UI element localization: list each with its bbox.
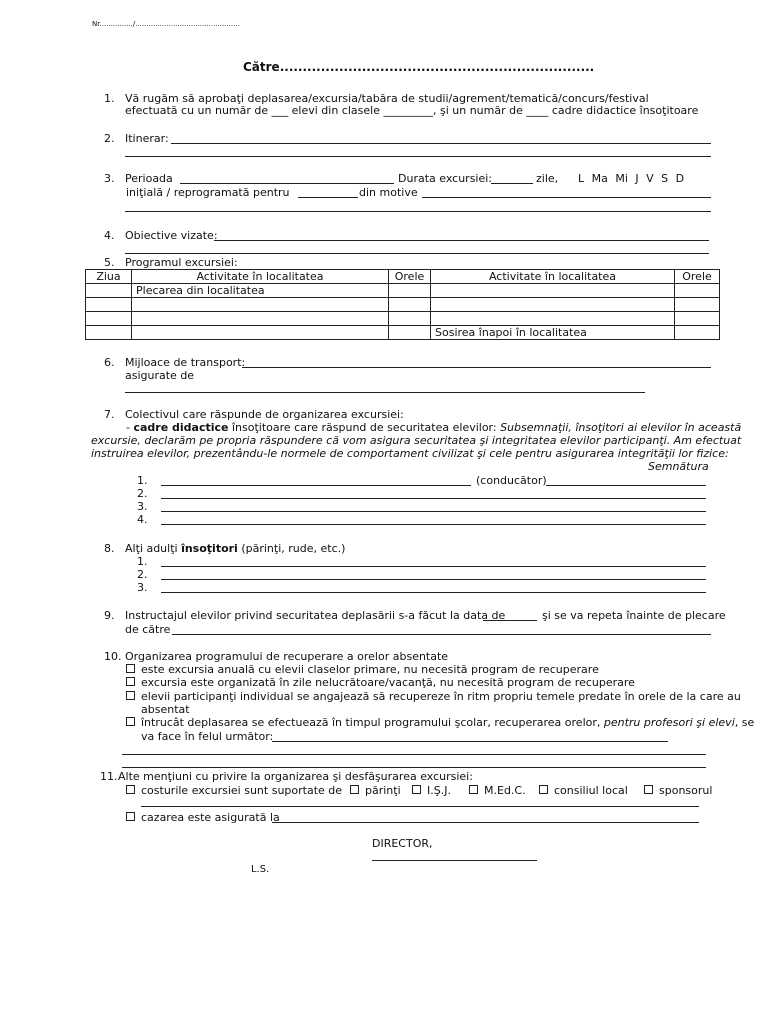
costs-text: costurile excursiei sunt suportate de: [141, 784, 343, 797]
initial-rescheduled-label: iniţială / reprogramată pentru: [126, 186, 290, 199]
item-5-number: 5.: [104, 256, 115, 269]
table-cell[interactable]: [132, 326, 389, 340]
option-text-end: , se: [734, 716, 755, 729]
reasons-field[interactable]: [422, 197, 711, 198]
table-cell[interactable]: Plecarea din localitatea: [132, 284, 389, 298]
duration-label: Durata excursiei:: [398, 172, 493, 185]
statement-italic-2: excursie, declarăm pe propria răspundere că vom asigura securitatea şi integritatea elevilor participanţi. Am efectuat: [91, 434, 742, 447]
table-row: [86, 284, 720, 298]
teacher-list-number: 1.: [137, 474, 148, 487]
table-cell[interactable]: [389, 326, 431, 340]
checkbox-icon[interactable]: [469, 785, 478, 794]
weekdays[interactable]: L Ma Mi J V S D: [578, 172, 685, 185]
days-suffix: zile,: [536, 172, 559, 185]
statement-italic-1: Subsemnaţii, însoţitori ai elevilor în această: [500, 421, 742, 434]
checkbox-icon[interactable]: [126, 812, 135, 821]
payer-isj[interactable]: [412, 784, 451, 797]
adult-list-number: 2.: [137, 568, 148, 581]
table-cell[interactable]: [86, 326, 132, 340]
item-3-number: 3.: [104, 172, 115, 185]
teacher-name-field-1[interactable]: [161, 485, 471, 486]
director-signature-field[interactable]: [372, 860, 537, 861]
option-text: este excursia anuală cu elevii claselor primare, nu necesită program de recuperare: [141, 663, 599, 676]
table-cell[interactable]: [86, 284, 132, 298]
instruction-date-field[interactable]: [483, 620, 537, 621]
duration-field[interactable]: [491, 183, 533, 184]
checkbox-icon[interactable]: [126, 691, 135, 700]
recovery-option-4[interactable]: [126, 716, 754, 729]
teachers-bold: cadre didactice: [133, 421, 229, 434]
objectives-label: Obiective vizate:: [125, 229, 218, 242]
table-cell[interactable]: [86, 298, 132, 312]
payer-sponsor[interactable]: [644, 784, 712, 797]
item-1-line-2: efectuată cu un număr de ___ elevi din clasele _________, şi un număr de ____ cadre didactice însoţitoare: [125, 104, 699, 117]
item-4-number: 4.: [104, 229, 115, 242]
table-row: [86, 326, 720, 340]
reasons-label: din motive: [359, 186, 418, 199]
other-adults-bold: însoţitori: [181, 542, 238, 555]
objectives-field-2[interactable]: [125, 253, 709, 254]
checkbox-icon[interactable]: [126, 664, 135, 673]
header-day: Ziua: [86, 270, 132, 284]
table-cell[interactable]: [431, 284, 675, 298]
leader-signature-field[interactable]: [546, 485, 706, 486]
teacher-list-number: 2.: [137, 487, 148, 500]
item-9-number: 9.: [104, 609, 115, 622]
payer-label: sponsorul: [659, 784, 713, 797]
instruction-text: Instructajul elevilor privind securitatea deplasării s-a făcut la data de: [125, 609, 506, 622]
option-italic: pentru profesori şi elevi: [603, 716, 735, 729]
checkbox-icon[interactable]: [126, 677, 135, 686]
adult-list-number: 1.: [137, 555, 148, 568]
table-cell[interactable]: [132, 298, 389, 312]
accommodation-option[interactable]: [126, 811, 280, 824]
teacher-name-field-2[interactable]: [161, 498, 706, 499]
option-4-continuation: va face în felul următor:: [141, 730, 274, 743]
seal-label: L.S.: [251, 864, 270, 875]
option-text: excursia este organizată în zile nelucrătoare/vacanţă, nu necesită program de recuperare: [141, 676, 635, 689]
teacher-name-field-3[interactable]: [161, 511, 706, 512]
costs-details-field[interactable]: [141, 806, 699, 807]
other-adults-c: (părinţi, rude, etc.): [237, 542, 346, 555]
reasons-field-2[interactable]: [125, 211, 711, 212]
payer-parents[interactable]: [350, 784, 401, 797]
addressee-line: Către.....................................................................: [243, 60, 595, 74]
table-cell[interactable]: [389, 298, 431, 312]
table-cell[interactable]: [132, 312, 389, 326]
organizers-label: Colectivul care răspunde de organizarea excursiei:: [125, 408, 404, 421]
other-adults-label: [125, 542, 345, 555]
itinerary-field-2[interactable]: [125, 156, 711, 157]
other-mentions-label: Alte menţiuni cu privire la organizarea şi desfăşurarea excursiei:: [118, 770, 473, 783]
header-activity-1: Activitate în localitatea: [132, 270, 389, 284]
header-activity-2: Activitate în localitatea: [431, 270, 675, 284]
table-row: [86, 312, 720, 326]
director-label: DIRECTOR,: [372, 837, 433, 850]
checkbox-icon[interactable]: [350, 785, 359, 794]
payer-label: M.Ed.C.: [484, 784, 526, 797]
adult-name-field-2[interactable]: [161, 579, 706, 580]
option-text: întrucât deplasarea se efectuează în timpul programului şcolar, recuperarea orelor,: [141, 716, 604, 729]
teacher-list-number: 4.: [137, 513, 148, 526]
other-adults-a: Alţi adulţi: [125, 542, 182, 555]
item-1-number: 1.: [104, 92, 115, 105]
statement-italic-3: instruirea elevilor, prezentându-le normele de comportament civilizat şi cele pentru asigurarea integrităţii lor fizice:: [91, 447, 729, 460]
program-table-header: [86, 270, 720, 284]
item-2-number: 2.: [104, 132, 115, 145]
item-11-number: 11.: [100, 770, 118, 783]
adult-list-number: 3.: [137, 581, 148, 594]
payer-label: părinţi: [365, 784, 401, 797]
payer-label: consiliul local: [554, 784, 628, 797]
program-table: [85, 269, 720, 340]
costs-option[interactable]: [126, 784, 342, 797]
checkbox-icon[interactable]: [644, 785, 653, 794]
checkbox-icon[interactable]: [126, 785, 135, 794]
item-6-number: 6.: [104, 356, 115, 369]
recovery-method-field[interactable]: [272, 741, 668, 742]
item-8-number: 8.: [104, 542, 115, 555]
by-whom-label: de către: [125, 623, 171, 636]
teachers-rest: însoţitoare care răspund de securitatea elevilor:: [228, 421, 501, 434]
item-10-number: 10.: [104, 650, 122, 663]
adult-name-field-3[interactable]: [161, 592, 706, 593]
leader-label: (conducător): [476, 474, 547, 487]
recovery-method-field-2[interactable]: [122, 754, 706, 755]
payer-local-council[interactable]: [539, 784, 628, 797]
recovery-option-3[interactable]: [126, 690, 741, 703]
item-7-number: 7.: [104, 408, 115, 421]
table-cell[interactable]: [675, 312, 720, 326]
item-1-line-1: Vă rugăm să aprobaţi deplasarea/excursia/tabăra de studii/agrement/tematică/concurs/festival: [125, 92, 649, 105]
itinerary-label: Itinerar:: [125, 132, 169, 145]
repeat-text: şi se va repeta înainte de plecare: [542, 609, 726, 622]
transport-label: Mijloace de transport:: [125, 356, 246, 369]
table-cell[interactable]: [431, 298, 675, 312]
provided-by-field[interactable]: [125, 392, 645, 393]
checkbox-icon[interactable]: [539, 785, 548, 794]
period-label: Perioada: [125, 172, 173, 185]
table-cell[interactable]: [675, 326, 720, 340]
table-cell[interactable]: [86, 312, 132, 326]
recovery-option-1[interactable]: [126, 663, 599, 676]
by-whom-field[interactable]: [172, 634, 711, 635]
recovery-method-field-3[interactable]: [122, 767, 706, 768]
table-cell[interactable]: [675, 298, 720, 312]
payer-medc[interactable]: [469, 784, 526, 797]
recovery-label: Organizarea programului de recuperare a orelor absentate: [125, 650, 449, 663]
program-label: Programul excursiei:: [125, 256, 238, 269]
table-cell[interactable]: [389, 284, 431, 298]
signature-label: Semnătura: [648, 460, 709, 473]
option-3-continuation: absentat: [141, 703, 190, 716]
checkbox-icon[interactable]: [412, 785, 421, 794]
provided-by-label: asigurate de: [125, 369, 195, 382]
accommodation-field[interactable]: [272, 822, 699, 823]
teacher-list-number: 3.: [137, 500, 148, 513]
adult-name-field-1[interactable]: [161, 566, 706, 567]
teachers-statement-line-1: [126, 421, 741, 434]
table-cell[interactable]: Sosirea înapoi în localitatea: [431, 326, 675, 340]
itinerary-field[interactable]: [171, 143, 711, 144]
teacher-name-field-4[interactable]: [161, 524, 706, 525]
checkbox-icon[interactable]: [126, 717, 135, 726]
period-field[interactable]: [180, 183, 394, 184]
table-cell[interactable]: [675, 284, 720, 298]
table-cell[interactable]: [431, 312, 675, 326]
objectives-field[interactable]: [214, 240, 709, 241]
table-cell[interactable]: [389, 312, 431, 326]
accommodation-text: cazarea este asigurată la: [141, 811, 280, 824]
dash: -: [126, 421, 134, 434]
header-hours-2: Orele: [675, 270, 720, 284]
transport-field[interactable]: [242, 367, 711, 368]
table-row: [86, 298, 720, 312]
recovery-option-2[interactable]: [126, 676, 635, 689]
option-text: elevii participanţi individual se angajează să recupereze în ritm propriu temele predate în orele de la care au: [141, 690, 741, 703]
header-hours-1: Orele: [389, 270, 431, 284]
payer-label: I.Ş.J.: [427, 784, 451, 797]
registration-number: Nr.............../...............................................: [92, 20, 240, 28]
rescheduled-date-field[interactable]: [298, 197, 358, 198]
